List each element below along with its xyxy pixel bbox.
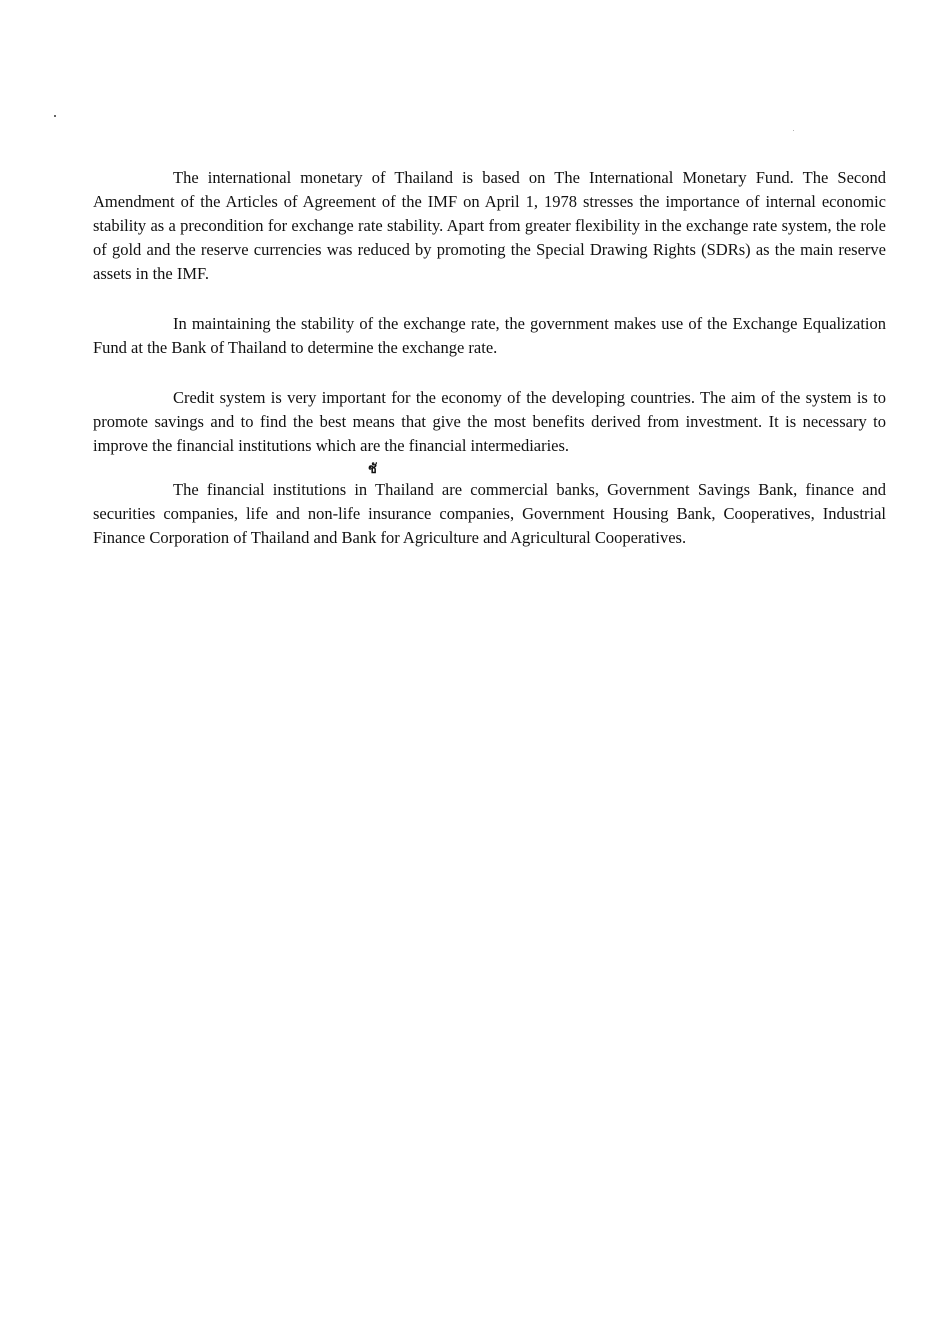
paragraph-exchange-fund: In maintaining the stability of the exchange rate, the government makes use of the Exchange Equalization Fund at the Bank of Thailand to determine the exchange rate. [93, 314, 886, 357]
body-text [93, 166, 886, 550]
thai-mark: ชั [368, 461, 377, 476]
scan-speck [793, 130, 794, 131]
scan-speck [54, 115, 56, 117]
paragraph-credit-system: Credit system is very important for the economy of the developing countries. The aim of the system is to promote savings and to find the best means that give the most benefits derived from investment. It is necessary to improve the financial institutions which are the financial intermediaries. [93, 388, 886, 455]
paragraph-financial-institutions: The financial institutions in Thailand are commercial banks, Government Savings Bank, finance and securities companies, life and non-life insurance companies, Government Housing Bank, Cooperatives, Industrial Finance Corporation of Thailand and Bank for Agriculture and Agricultural Cooperatives. [93, 480, 886, 547]
paragraph-imf: The international monetary of Thailand is based on The International Monetary Fund. The Second Amendment of the Articles of Agreement of the IMF on April 1, 1978 stresses the importance of internal economic stability as a precondition for exchange rate stability. Apart from greater flexibility in the exchange rate system, the role of gold and the reserve currencies was reduced by promoting the Special Drawing Rights (SDRs) as the main reserve assets in the IMF. [93, 168, 886, 283]
